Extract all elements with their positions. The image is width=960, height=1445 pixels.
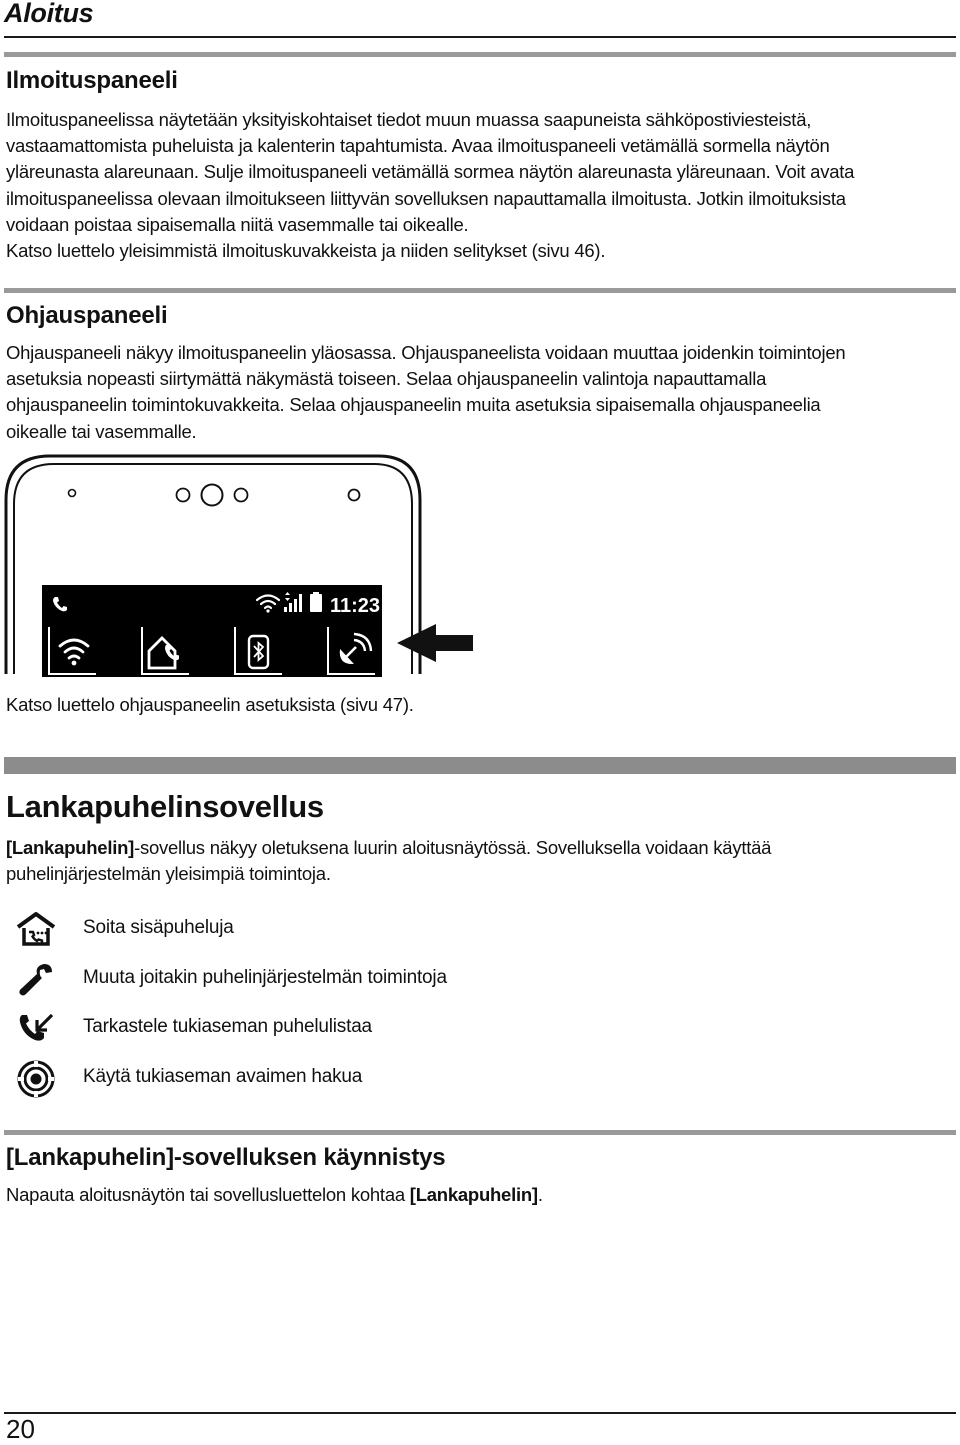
camera-icon [202, 485, 223, 506]
feature-label: Tarkastele tukiaseman puhelulistaa [83, 1016, 372, 1037]
launch-text: Napauta aloitusnäytön tai sovellusluettelon kohtaa [6, 1184, 410, 1205]
sensor-dot [235, 489, 248, 502]
feature-row-settings [0, 960, 700, 1000]
call-log-icon [16, 1009, 56, 1049]
paragraph-line: ohjauspaneelin toimintokuvakkeita. Selaa ohjauspaneelin muita asetuksia sipaisemalla ohjauspaneelia [6, 394, 821, 416]
control-panel-reference [6, 692, 951, 718]
sensor-dot [177, 489, 190, 502]
paragraph-line: puhelinjärjestelmän yleisimpiä toimintoja. [6, 863, 331, 885]
battery-icon [310, 592, 322, 612]
control-panel-paragraph [6, 340, 951, 445]
paragraph-line [6, 1182, 951, 1208]
page-reference: Katso luettelo yleisimmistä ilmoituskuvakkeista ja niiden selitykset (sivu 46). [6, 240, 606, 262]
paragraph-line: oikealle tai vasemmalle. [6, 420, 197, 442]
launch-paragraph [6, 1182, 951, 1208]
feature-row-call-log [0, 1009, 700, 1049]
paragraph-line: asetuksia nopeasti siirtymättä näkymästä toiseen. Selaa ohjauspaneelin valintoja napauttamalla [6, 368, 767, 390]
status-time: 11:23 [330, 595, 381, 617]
paragraph-line: vastaamattomista puheluista ja kalenterin tapahtumista. Avaa ilmoituspaneeli vetämällä sormella näytön [6, 135, 830, 157]
wrench-icon [16, 960, 56, 1000]
pointer-arrow-icon [397, 624, 473, 662]
app-name: [Lankapuhelin] [409, 1184, 538, 1205]
header-title: Aloitus [4, 0, 94, 28]
paragraph-line: Ilmoituspaneelissa näytetään yksityiskohtaiset tiedot muun muassa saapuneista sähköpostiviesteistä, [6, 109, 812, 130]
launch-text-end: . [537, 1184, 543, 1205]
feature-row-intercom [0, 910, 700, 950]
landline-app-intro [6, 835, 951, 887]
sensor-dot [349, 490, 360, 501]
feature-row-paging [0, 1059, 700, 1099]
sensor-dot [69, 490, 76, 497]
section-rule [4, 1130, 956, 1135]
feature-label: Muuta joitakin puhelinjärjestelmän toimintoja [83, 967, 447, 988]
page-reference: Katso luettelo ohjauspaneelin asetuksista (sivu 47). [6, 694, 414, 715]
footer-rule [4, 1412, 956, 1414]
paragraph-line: ilmoituspaneelissa olevaan ilmoitukseen liittyvän sovelluksen napauttamalla ilmoitusta. Jotkin ilmoituksista [6, 187, 846, 209]
section-rule [4, 288, 956, 293]
launch-heading: [Lankapuhelin]-sovelluksen käynnistys [6, 1144, 446, 1171]
app-name: [Lankapuhelin] [6, 837, 135, 858]
notification-panel-paragraph [6, 107, 951, 264]
paragraph-line: Ohjauspaneeli näkyy ilmoituspaneelin yläosassa. Ohjauspaneelista voidaan muuttaa joidenkin toimintojen [6, 342, 846, 363]
page-number: 20 [6, 1414, 35, 1444]
landline-app-heading: Lankapuhelinsovellus [6, 789, 324, 824]
intro-text: -sovellus näkyy oletuksena luurin aloitusnäytössä. Sovelluksella voidaan käyttää [134, 837, 772, 858]
paragraph-line: voidaan poistaa sipaisemalla niitä vasemmalle tai oikealle. [6, 213, 469, 235]
phone-illustration [0, 452, 480, 677]
paragraph-line: yläreunasta alareunaan. Sulje ilmoituspaneeli vetämällä sormea näytön alareunasta yläreunaan. Voit avata [6, 161, 855, 183]
section-rule [4, 52, 956, 57]
chapter-rule [4, 757, 956, 774]
header-rule [4, 36, 956, 38]
feature-label: Soita sisäpuheluja [83, 917, 234, 938]
paragraph-line [6, 835, 951, 861]
control-panel-heading: Ohjauspaneeli [6, 302, 168, 329]
intercom-house-icon [16, 910, 56, 950]
feature-label: Käytä tukiaseman avaimen hakua [83, 1066, 363, 1087]
paging-icon [16, 1059, 56, 1099]
notification-panel-heading: Ilmoituspaneeli [6, 67, 178, 94]
